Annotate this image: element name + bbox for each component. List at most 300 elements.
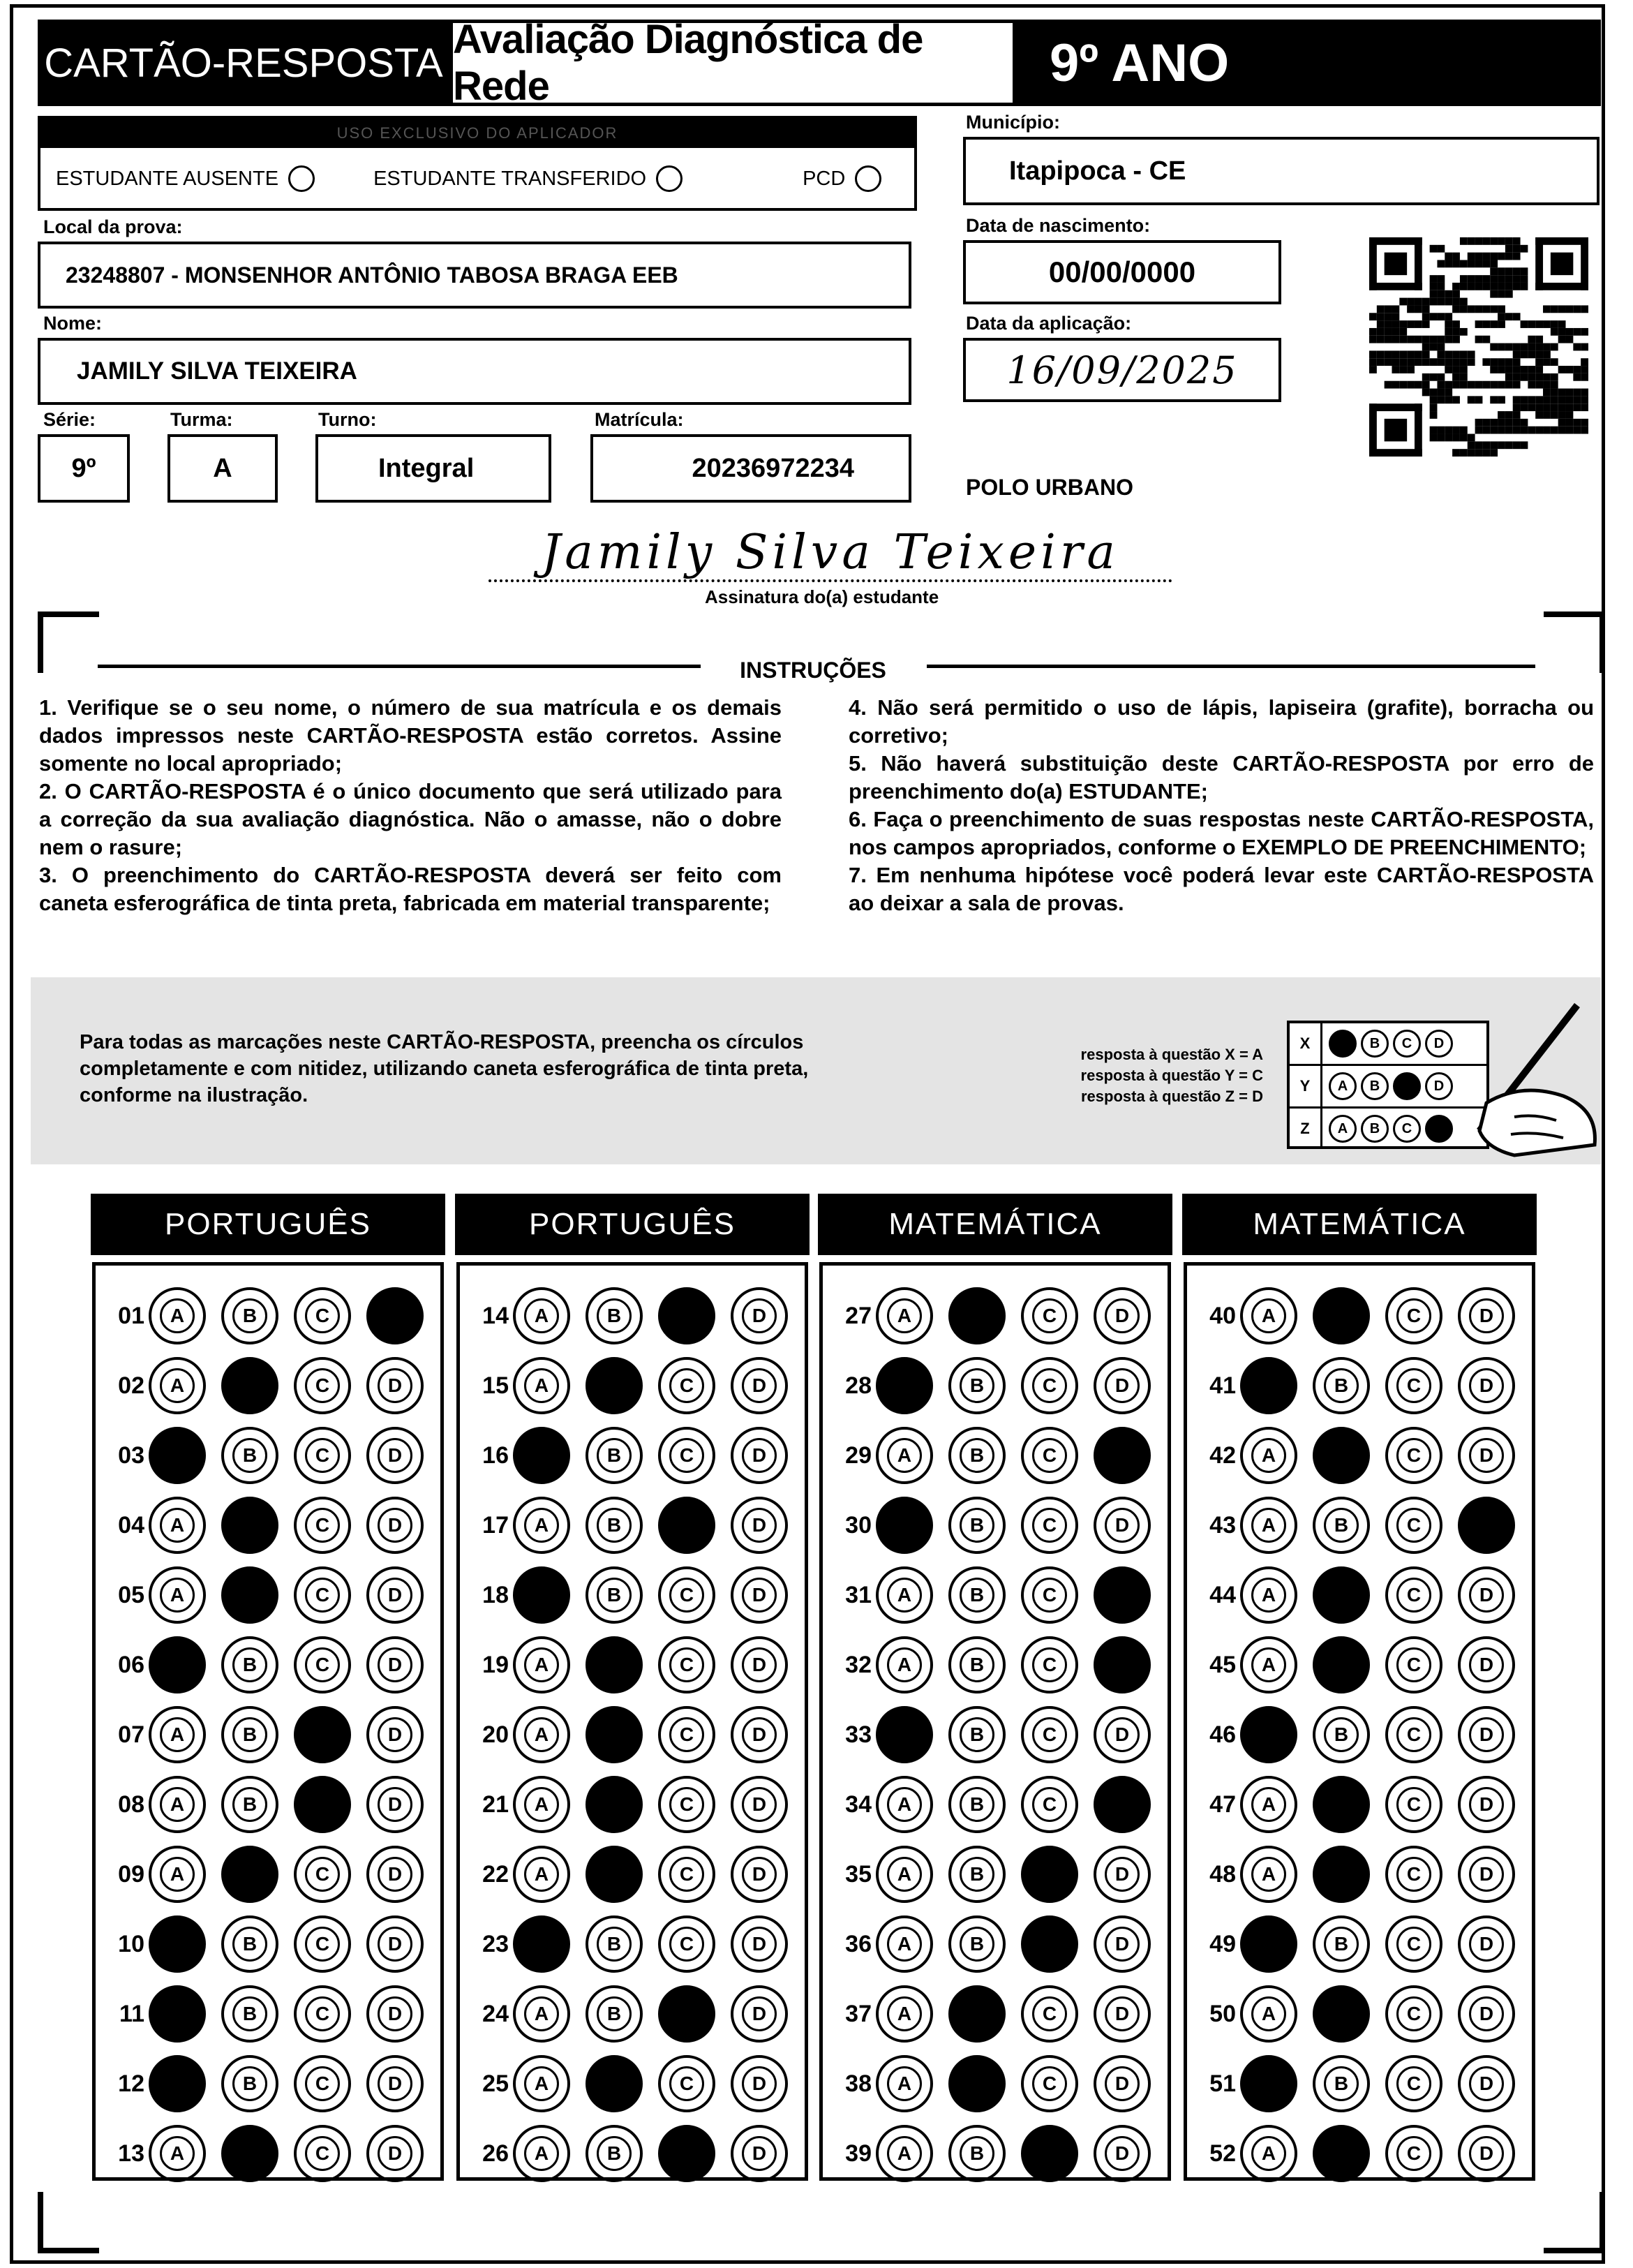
answer-bubble-letter: B <box>232 2066 267 2101</box>
question-row <box>96 1351 439 1421</box>
answer-bubble-a[interactable] <box>1240 1636 1297 1693</box>
answer-bubble-a[interactable] <box>513 1566 570 1624</box>
answer-bubble-letter: C <box>305 2136 340 2171</box>
answer-bubble-letter: D <box>1105 2136 1140 2171</box>
answer-bubble-b[interactable] <box>586 1915 643 1973</box>
answer-bubble-b[interactable] <box>221 1985 278 2043</box>
answer-bubble-a[interactable] <box>513 1985 570 2043</box>
answer-bubble-a[interactable] <box>513 2125 570 2182</box>
answer-bubble-d[interactable] <box>731 1846 788 1903</box>
question-row <box>1187 1281 1530 1351</box>
answer-bubble-a[interactable] <box>149 1776 206 1833</box>
answer-bubble-letter: D <box>1105 2066 1140 2101</box>
answer-bubble-letter: C <box>305 1438 340 1473</box>
answer-bubble-d[interactable] <box>1458 1566 1515 1624</box>
question-number: 08 <box>118 1791 144 1818</box>
answer-bubble-a[interactable] <box>513 1497 570 1554</box>
answer-bubble-d[interactable] <box>731 1287 788 1344</box>
question-number: 30 <box>845 1511 872 1539</box>
answer-bubble-b[interactable] <box>1313 1566 1370 1624</box>
answer-bubble-b[interactable] <box>586 1636 643 1693</box>
answer-bubble-b[interactable] <box>1313 1846 1370 1903</box>
answer-bubble-d[interactable] <box>366 1846 424 1903</box>
answer-bubble-a[interactable] <box>876 1776 933 1833</box>
answer-bubble-c[interactable] <box>1385 1497 1442 1554</box>
answer-bubble-a[interactable] <box>149 1357 206 1414</box>
answer-bubble-b[interactable] <box>221 1636 278 1693</box>
answer-bubble-d[interactable] <box>366 1427 424 1484</box>
answer-bubble-d[interactable] <box>366 1287 424 1344</box>
answer-bubble-letter: C <box>1396 1787 1431 1822</box>
answer-bubble-c[interactable] <box>1021 1636 1078 1693</box>
answer-bubble-letter: B <box>597 1927 632 1962</box>
answer-bubble-a[interactable] <box>1240 1706 1297 1763</box>
answer-bubble-c[interactable] <box>658 1636 715 1693</box>
answer-bubble-d[interactable] <box>1458 1985 1515 2043</box>
local-label: Local da prova: <box>43 216 183 237</box>
answer-bubble-d[interactable] <box>1458 1636 1515 1693</box>
answer-bubble-letter: A <box>887 2066 922 2101</box>
answer-bubble-a[interactable] <box>876 1706 933 1763</box>
answer-bubble-d[interactable] <box>1094 1497 1151 1554</box>
answer-bubble-c[interactable] <box>1385 1566 1442 1624</box>
answer-bubble-letter: A <box>524 1996 559 2031</box>
question-row <box>823 1421 1166 1490</box>
answer-bubble-letter: C <box>305 1578 340 1613</box>
answer-bubble-b[interactable] <box>1313 1427 1370 1484</box>
answer-bubble-letter: B <box>597 1857 632 1892</box>
answer-bubble-d[interactable] <box>731 1706 788 1763</box>
answer-bubble-b[interactable] <box>1313 2125 1370 2182</box>
answer-bubble-d[interactable] <box>1094 1776 1151 1833</box>
question-row <box>1187 2119 1530 2188</box>
answer-bubble-d[interactable] <box>366 1776 424 1833</box>
answer-bubble-b[interactable] <box>1313 1497 1370 1554</box>
answer-bubble-b[interactable] <box>1313 1636 1370 1693</box>
answer-bubble-a[interactable] <box>1240 1985 1297 2043</box>
answer-bubble-d[interactable] <box>1094 2055 1151 2112</box>
answer-bubble-d[interactable] <box>1094 1427 1151 1484</box>
answer-bubble-d[interactable] <box>1094 1566 1151 1624</box>
answer-bubble-d[interactable] <box>731 1776 788 1833</box>
answer-bubble-letter: B <box>960 1787 994 1822</box>
answer-bubble-letter: D <box>742 1368 777 1403</box>
answer-bubble-a[interactable] <box>149 2055 206 2112</box>
corner-mark-bottom-right <box>1544 2192 1605 2253</box>
answer-bubble-b[interactable] <box>948 1497 1006 1554</box>
answer-bubble-c[interactable] <box>1385 1985 1442 2043</box>
answer-bubble-a[interactable] <box>876 1497 933 1554</box>
answer-bubble-letter: A <box>887 2136 922 2171</box>
answer-bubble-c[interactable] <box>1385 1636 1442 1693</box>
answer-bubble-a[interactable] <box>876 2125 933 2182</box>
answer-bubble-b[interactable] <box>1313 1357 1370 1414</box>
answer-bubble-d[interactable] <box>1458 1776 1515 1833</box>
question-number: 38 <box>845 2070 872 2097</box>
answer-bubble-b[interactable] <box>948 2125 1006 2182</box>
answer-bubble-letter: B <box>232 1508 267 1543</box>
answer-bubble-a[interactable] <box>1240 1287 1297 1344</box>
answer-bubble-b[interactable] <box>948 1706 1006 1763</box>
answer-bubble-letter: C <box>305 1857 340 1892</box>
answer-bubble-a[interactable] <box>1240 1566 1297 1624</box>
answer-bubble-d[interactable] <box>731 2125 788 2182</box>
answer-bubble-b[interactable] <box>948 1566 1006 1624</box>
answer-bubble-b[interactable] <box>948 1427 1006 1484</box>
answer-bubble-a[interactable] <box>1240 1776 1297 1833</box>
answer-bubble-c[interactable] <box>658 1566 715 1624</box>
answer-bubble-a[interactable] <box>513 1287 570 1344</box>
answer-bubble-c[interactable] <box>658 1985 715 2043</box>
header-subtitle: Avaliação Diagnóstica de Rede <box>453 17 923 109</box>
answer-bubble-b[interactable] <box>1313 1706 1370 1763</box>
answer-bubble-d[interactable] <box>1458 1706 1515 1763</box>
answer-bubble-d[interactable] <box>731 1636 788 1693</box>
instruction-2: 2. O CARTÃO-RESPOSTA é o único documento que será utilizado para a correção da sua avaliação diagnóstica. Não o amasse, não o dobre nem o rasure; <box>39 779 782 859</box>
answer-bubble-a[interactable] <box>149 1636 206 1693</box>
answer-bubble-b[interactable] <box>586 1497 643 1554</box>
answer-bubble-b[interactable] <box>948 1636 1006 1693</box>
answer-bubble-a[interactable] <box>1240 1846 1297 1903</box>
answer-bubble-letter: A <box>524 2066 559 2101</box>
instruction-4: 4. Não será permitido o uso de lápis, lapiseira (grafite), borracha ou corretivo; <box>849 695 1594 748</box>
nascimento-label: Data de nascimento: <box>966 215 1151 236</box>
question-row <box>1187 2049 1530 2119</box>
header-subtitle-box <box>449 17 1016 109</box>
answer-bubble-d[interactable] <box>366 1357 424 1414</box>
answer-bubble-c[interactable] <box>294 2125 351 2182</box>
answer-bubble-letter: B <box>232 1578 267 1613</box>
answer-bubble-d[interactable] <box>1094 1706 1151 1763</box>
answer-bubble-d[interactable] <box>1094 1985 1151 2043</box>
answer-bubble-c[interactable] <box>294 1427 351 1484</box>
answer-bubble-b[interactable] <box>948 1776 1006 1833</box>
answer-bubble-c[interactable] <box>1021 1497 1078 1554</box>
answer-bubble-b[interactable] <box>221 1427 278 1484</box>
answer-bubble-d[interactable] <box>1458 1497 1515 1554</box>
answer-bubble-b[interactable] <box>1313 1985 1370 2043</box>
answer-bubble-c[interactable] <box>1021 1846 1078 1903</box>
answer-bubble-letter: D <box>742 1996 777 2031</box>
answer-bubble-a[interactable] <box>1240 2055 1297 2112</box>
answer-bubble-c[interactable] <box>294 1497 351 1554</box>
answer-bubble-c[interactable] <box>1021 1287 1078 1344</box>
question-row <box>823 1351 1166 1421</box>
answer-bubble-c[interactable] <box>294 1985 351 2043</box>
answer-bubble-b[interactable] <box>1313 1776 1370 1833</box>
serie-value: 9º <box>71 453 96 483</box>
answer-bubble-letter: D <box>378 1578 412 1613</box>
answer-bubble-a[interactable] <box>1240 1427 1297 1484</box>
answer-bubble-d[interactable] <box>731 1985 788 2043</box>
answer-bubble-d[interactable] <box>1094 2125 1151 2182</box>
answer-bubble-a[interactable] <box>1240 1497 1297 1554</box>
answer-bubble-letter: C <box>1396 2136 1431 2171</box>
answer-bubble-a[interactable] <box>149 1706 206 1763</box>
nome-label: Nome: <box>43 313 103 334</box>
answer-bubble-letter: C <box>305 2066 340 2101</box>
answer-bubble-a[interactable] <box>149 2125 206 2182</box>
answer-bubble-a[interactable] <box>876 1427 933 1484</box>
answer-bubble-b[interactable] <box>948 2055 1006 2112</box>
serie-label: Série: <box>43 409 96 430</box>
answer-bubble-c[interactable] <box>1385 2125 1442 2182</box>
answer-bubble-a[interactable] <box>876 1985 933 2043</box>
answer-bubble-d[interactable] <box>731 1566 788 1624</box>
answer-bubble-a[interactable] <box>876 2055 933 2112</box>
answer-bubble-c[interactable] <box>658 1427 715 1484</box>
answer-bubble-d[interactable] <box>366 1497 424 1554</box>
answer-bubble-d[interactable] <box>731 1357 788 1414</box>
answer-bubble-a[interactable] <box>513 1776 570 1833</box>
answer-bubble-d[interactable] <box>366 2055 424 2112</box>
answer-bubble-c[interactable] <box>1385 1357 1442 1414</box>
answer-bubble-c[interactable] <box>1021 1776 1078 1833</box>
answer-bubble-b[interactable] <box>221 1357 278 1414</box>
answer-bubble-letter: C <box>305 1368 340 1403</box>
answer-bubble-letter: B <box>1324 2136 1359 2171</box>
answer-bubble-d[interactable] <box>1458 1287 1515 1344</box>
answer-bubble-b[interactable] <box>948 1915 1006 1973</box>
answer-bubble-b[interactable] <box>221 1287 278 1344</box>
answer-bubble-c[interactable] <box>1385 1846 1442 1903</box>
answer-bubble-letter: D <box>742 1508 777 1543</box>
corner-mark-bottom-left <box>38 2192 99 2253</box>
answer-bubble-b[interactable] <box>221 1776 278 1833</box>
answer-bubble-b[interactable] <box>586 1846 643 1903</box>
answer-bubble-letter: C <box>1032 1857 1067 1892</box>
answer-bubble-letter: A <box>1251 1647 1286 1682</box>
answer-bubble-a[interactable] <box>149 1287 206 1344</box>
answer-bubble-a[interactable] <box>876 1846 933 1903</box>
answer-bubble-b[interactable] <box>586 1985 643 2043</box>
answer-bubble-b[interactable] <box>1313 1287 1370 1344</box>
answer-bubble-c[interactable] <box>294 1915 351 1973</box>
answer-bubble-c[interactable] <box>658 1287 715 1344</box>
answer-bubble-letter: C <box>1032 1787 1067 1822</box>
answer-bubble-d[interactable] <box>366 1706 424 1763</box>
answer-bubble-a[interactable] <box>876 1566 933 1624</box>
answer-bubble-d[interactable] <box>731 1427 788 1484</box>
qr-code <box>1369 237 1588 457</box>
answer-bubble-a[interactable] <box>876 1915 933 1973</box>
answer-bubble-b[interactable] <box>1313 2055 1370 2112</box>
answer-bubble-c[interactable] <box>294 1776 351 1833</box>
answer-bubble-letter: D <box>1469 1857 1504 1892</box>
answer-bubble-c[interactable] <box>294 1287 351 1344</box>
municipio-label: Município: <box>966 112 1060 133</box>
answer-bubble-c[interactable] <box>1385 1776 1442 1833</box>
answer-bubble-c[interactable] <box>658 1915 715 1973</box>
answer-bubble-letter: B <box>1324 1578 1359 1613</box>
question-row <box>96 1839 439 1909</box>
answer-bubble-c[interactable] <box>294 1566 351 1624</box>
answer-bubble-c[interactable] <box>658 1846 715 1903</box>
answer-bubble-d[interactable] <box>1094 1287 1151 1344</box>
answer-bubble-d[interactable] <box>1458 1357 1515 1414</box>
answer-bubble-a[interactable] <box>513 1357 570 1414</box>
answer-bubble-c[interactable] <box>658 2055 715 2112</box>
answer-column <box>819 1262 1171 2181</box>
answer-bubble-b[interactable] <box>221 1497 278 1554</box>
answer-bubble-c[interactable] <box>294 1706 351 1763</box>
answer-bubble-a[interactable] <box>1240 2125 1297 2182</box>
answer-bubble-a[interactable] <box>513 1846 570 1903</box>
answer-bubble-d[interactable] <box>731 1915 788 1973</box>
answer-bubble-c[interactable] <box>1385 1287 1442 1344</box>
answer-bubble-letter: D <box>1105 1578 1140 1613</box>
answer-bubble-letter: D <box>1105 1857 1140 1892</box>
answer-bubble-a[interactable] <box>513 1706 570 1763</box>
answer-bubble-a[interactable] <box>149 1846 206 1903</box>
answer-bubble-letter: A <box>524 1438 559 1473</box>
answer-bubble-b[interactable] <box>221 1566 278 1624</box>
answer-bubble-d[interactable] <box>1094 1915 1151 1973</box>
answer-bubble-b[interactable] <box>948 1985 1006 2043</box>
answer-bubble-a[interactable] <box>513 2055 570 2112</box>
answer-bubble-a[interactable] <box>149 1427 206 1484</box>
answer-bubble-a[interactable] <box>513 1636 570 1693</box>
answer-bubble-b[interactable] <box>586 1566 643 1624</box>
answer-bubble-d[interactable] <box>1458 1427 1515 1484</box>
answer-bubble-a[interactable] <box>149 1566 206 1624</box>
answer-bubble-c[interactable] <box>1385 1427 1442 1484</box>
signature-label: Assinatura do(a) estudante <box>705 586 939 607</box>
answer-bubble-d[interactable] <box>731 2055 788 2112</box>
pcd-radio[interactable] <box>855 165 881 192</box>
answer-bubble-b[interactable] <box>948 1846 1006 1903</box>
answer-bubble-a[interactable] <box>876 1287 933 1344</box>
question-row <box>460 1839 803 1909</box>
answer-bubble-letter: B <box>597 1787 632 1822</box>
answer-bubble-a[interactable] <box>876 1357 933 1414</box>
question-number: 32 <box>845 1651 872 1678</box>
example-bubble-d: D <box>1425 1072 1453 1100</box>
question-row <box>96 1560 439 1630</box>
answer-bubble-c[interactable] <box>658 1776 715 1833</box>
answer-bubble-d[interactable] <box>1458 1915 1515 1973</box>
answer-bubble-b[interactable] <box>221 1706 278 1763</box>
answer-bubble-c[interactable] <box>658 1357 715 1414</box>
answer-bubble-c[interactable] <box>1021 1357 1078 1414</box>
answer-bubble-c[interactable] <box>294 2055 351 2112</box>
turno-value: Integral <box>378 453 475 483</box>
answer-bubble-b[interactable] <box>586 1287 643 1344</box>
question-number: 33 <box>845 1721 872 1748</box>
answer-bubble-b[interactable] <box>948 1287 1006 1344</box>
answer-bubble-d[interactable] <box>366 1636 424 1693</box>
transferred-radio[interactable] <box>656 165 683 192</box>
answer-bubble-c[interactable] <box>294 1846 351 1903</box>
answer-bubble-letter: A <box>1251 1578 1286 1613</box>
answer-bubble-b[interactable] <box>221 1846 278 1903</box>
answer-bubble-b[interactable] <box>221 1915 278 1973</box>
answer-bubble-c[interactable] <box>294 1636 351 1693</box>
answer-bubble-c[interactable] <box>1021 1915 1078 1973</box>
answer-bubble-b[interactable] <box>586 2055 643 2112</box>
answer-bubble-d[interactable] <box>1094 1636 1151 1693</box>
answer-bubble-b[interactable] <box>586 1357 643 1414</box>
answer-bubble-b[interactable] <box>586 2125 643 2182</box>
answer-bubble-d[interactable] <box>1094 1357 1151 1414</box>
answer-bubble-b[interactable] <box>221 2125 278 2182</box>
question-number: 44 <box>1209 1581 1236 1608</box>
question-row <box>96 1700 439 1770</box>
answer-bubble-a[interactable] <box>1240 1357 1297 1414</box>
absent-radio[interactable] <box>288 165 315 192</box>
answer-bubble-a[interactable] <box>513 1915 570 1973</box>
answer-bubble-d[interactable] <box>366 1985 424 2043</box>
answer-bubble-letter: A <box>160 1438 195 1473</box>
answer-bubble-letter: C <box>669 1787 704 1822</box>
corner-mark-top-left <box>38 612 99 673</box>
answer-bubble-c[interactable] <box>1021 2125 1078 2182</box>
answer-bubble-letter: B <box>1324 1996 1359 2031</box>
answer-bubble-c[interactable] <box>1021 1985 1078 2043</box>
answer-bubble-b[interactable] <box>221 2055 278 2112</box>
answer-bubble-c[interactable] <box>1021 1427 1078 1484</box>
answer-bubble-b[interactable] <box>586 1706 643 1763</box>
answer-bubble-a[interactable] <box>1240 1915 1297 1973</box>
answer-bubble-letter: A <box>1251 1996 1286 2031</box>
answer-bubble-c[interactable] <box>1021 1566 1078 1624</box>
answer-bubble-a[interactable] <box>876 1636 933 1693</box>
answer-bubble-a[interactable] <box>149 1985 206 2043</box>
answer-bubble-d[interactable] <box>1458 1846 1515 1903</box>
local-field <box>38 242 911 309</box>
example-row-label: Z <box>1290 1109 1322 1149</box>
question-number: 15 <box>482 1372 509 1399</box>
answer-bubble-letter: D <box>1105 1647 1140 1682</box>
answer-bubble-d[interactable] <box>366 2125 424 2182</box>
question-row <box>96 1630 439 1700</box>
question-number: 21 <box>482 1791 509 1818</box>
answer-bubble-a[interactable] <box>513 1427 570 1484</box>
answer-bubble-letter: B <box>960 1857 994 1892</box>
answer-bubble-c[interactable] <box>658 2125 715 2182</box>
answer-bubble-letter: B <box>232 1857 267 1892</box>
answer-bubble-b[interactable] <box>586 1776 643 1833</box>
answer-bubble-c[interactable] <box>658 1497 715 1554</box>
answer-bubble-c[interactable] <box>1385 1915 1442 1973</box>
answer-bubble-d[interactable] <box>366 1566 424 1624</box>
answer-bubble-letter: A <box>524 1857 559 1892</box>
answer-bubble-d[interactable] <box>1458 2125 1515 2182</box>
question-number: 10 <box>118 1930 144 1957</box>
pcd-label: PCD <box>803 167 846 190</box>
answer-bubble-d[interactable] <box>1458 2055 1515 2112</box>
answer-bubble-c[interactable] <box>658 1706 715 1763</box>
answer-bubble-c[interactable] <box>1385 1706 1442 1763</box>
answer-bubble-c[interactable] <box>1021 1706 1078 1763</box>
answer-bubble-a[interactable] <box>149 1915 206 1973</box>
example-legend-y: resposta à questão Y = C <box>1080 1067 1263 1084</box>
answer-bubble-b[interactable] <box>948 1357 1006 1414</box>
answer-bubble-d[interactable] <box>731 1497 788 1554</box>
answer-bubble-letter: C <box>1396 1927 1431 1962</box>
question-row <box>96 1281 439 1351</box>
answer-bubble-b[interactable] <box>1313 1915 1370 1973</box>
answer-bubble-c[interactable] <box>1021 2055 1078 2112</box>
answer-bubble-c[interactable] <box>1385 2055 1442 2112</box>
answer-bubble-letter: C <box>1396 1857 1431 1892</box>
answer-bubble-d[interactable] <box>366 1915 424 1973</box>
answer-bubble-a[interactable] <box>149 1497 206 1554</box>
answer-bubble-b[interactable] <box>586 1427 643 1484</box>
answer-bubble-letter: C <box>669 1647 704 1682</box>
answer-bubble-d[interactable] <box>1094 1846 1151 1903</box>
answer-bubble-c[interactable] <box>294 1357 351 1414</box>
